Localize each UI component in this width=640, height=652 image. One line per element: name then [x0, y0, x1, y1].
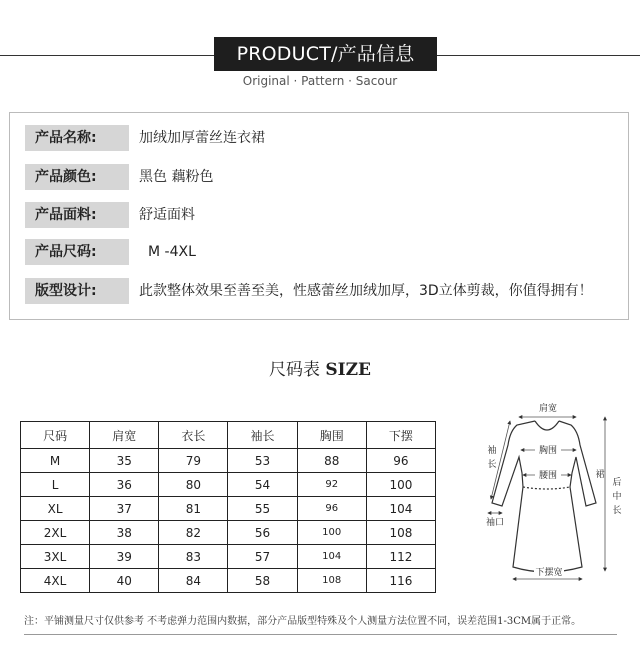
info-label: 产品名称: [25, 125, 129, 151]
table-row [21, 497, 436, 521]
label-cuff: 袖口 [485, 518, 505, 528]
label-shoulder: 肩宽 [538, 404, 558, 414]
table-cell: 81 [159, 497, 228, 521]
table-cell: 36 [90, 473, 159, 497]
table-cell: 108 [366, 521, 435, 545]
table-cell: L [21, 473, 90, 497]
column-header: 袖长 [228, 422, 297, 449]
table-cell: 108 [297, 569, 366, 593]
table-cell: 104 [366, 497, 435, 521]
table-cell: 104 [297, 545, 366, 569]
table-cell: M [21, 449, 90, 473]
table-cell: XL [21, 497, 90, 521]
table-cell: 40 [90, 569, 159, 593]
label-sleeve-1: 袖 [487, 446, 497, 456]
table-cell: 54 [228, 473, 297, 497]
table-row [21, 521, 436, 545]
table-cell: 100 [366, 473, 435, 497]
table-cell: 84 [159, 569, 228, 593]
table-cell: 83 [159, 545, 228, 569]
table-cell: 96 [366, 449, 435, 473]
size-table [20, 421, 436, 593]
table-cell: 38 [90, 521, 159, 545]
info-label: 产品面料: [25, 202, 129, 228]
label-bust: 胸围 [538, 446, 558, 456]
table-cell: 56 [228, 521, 297, 545]
table-row [21, 545, 436, 569]
info-value: 舒适面料 [139, 207, 195, 223]
table-cell: 3XL [21, 545, 90, 569]
header-divider-left [0, 55, 214, 56]
column-header: 胸围 [297, 422, 366, 449]
info-label: 版型设计: [25, 278, 129, 304]
column-header: 下摆 [366, 422, 435, 449]
info-value: 加绒加厚蕾丝连衣裙 [139, 130, 265, 146]
column-header: 尺码 [21, 422, 90, 449]
table-cell: 57 [228, 545, 297, 569]
table-cell: 4XL [21, 569, 90, 593]
label-length-4: 裙 [595, 470, 605, 480]
size-chart-title-cn: 尺码表 [268, 360, 320, 380]
header-divider-right [437, 55, 640, 56]
header-title: PRODUCT/产品信息 [214, 37, 437, 71]
table-row [21, 569, 436, 593]
table-cell: 88 [297, 449, 366, 473]
table-row [21, 473, 436, 497]
info-label: 产品颜色: [25, 164, 129, 190]
table-row [21, 449, 436, 473]
column-header: 肩宽 [90, 422, 159, 449]
size-chart-title-en: SIZE [325, 360, 371, 380]
table-cell: 35 [90, 449, 159, 473]
table-cell: 116 [366, 569, 435, 593]
dress-measurement-diagram [480, 395, 630, 595]
label-hem: 下摆宽 [535, 568, 563, 578]
label-length-1: 后 [612, 478, 622, 488]
table-cell: 79 [159, 449, 228, 473]
size-chart-title [0, 355, 640, 380]
info-row-design [10, 278, 628, 304]
info-row-fabric [10, 202, 628, 228]
table-cell: 100 [297, 521, 366, 545]
info-value: M -4XL [148, 244, 196, 260]
table-cell: 82 [159, 521, 228, 545]
info-row-color [10, 164, 628, 190]
table-cell: 58 [228, 569, 297, 593]
table-cell: 80 [159, 473, 228, 497]
table-cell: 53 [228, 449, 297, 473]
table-cell: 2XL [21, 521, 90, 545]
info-label: 产品尺码: [25, 239, 129, 265]
header-subtitle: Original · Pattern · Sacour [242, 74, 398, 88]
product-info-panel [9, 112, 629, 320]
product-header [0, 0, 640, 100]
column-header: 衣长 [159, 422, 228, 449]
label-waist: 腰围 [538, 471, 558, 481]
table-cell: 37 [90, 497, 159, 521]
table-cell: 96 [297, 497, 366, 521]
info-row-name [10, 125, 628, 151]
dress-outline-icon [492, 421, 596, 572]
label-sleeve-2: 长 [487, 460, 497, 470]
table-cell: 92 [297, 473, 366, 497]
info-value: 此款整体效果至善至美，性感蕾丝加绒加厚，3D立体剪裁，你值得拥有！ [139, 283, 593, 299]
label-length-3: 长 [612, 506, 622, 516]
table-cell: 112 [366, 545, 435, 569]
info-value: 黑色 藕粉色 [139, 169, 214, 185]
table-cell: 39 [90, 545, 159, 569]
measurement-note: 注：平铺测量尺寸仅供参考 不考虑弹力范围内数据，部分产品版型特殊及个人测量方法位置不同，误差范围1-3CM属于正常。 [24, 616, 582, 627]
table-cell: 55 [228, 497, 297, 521]
label-length-2: 中 [612, 492, 622, 502]
table-header-row [21, 422, 436, 449]
bottom-divider [24, 634, 617, 635]
info-row-size [10, 239, 628, 265]
